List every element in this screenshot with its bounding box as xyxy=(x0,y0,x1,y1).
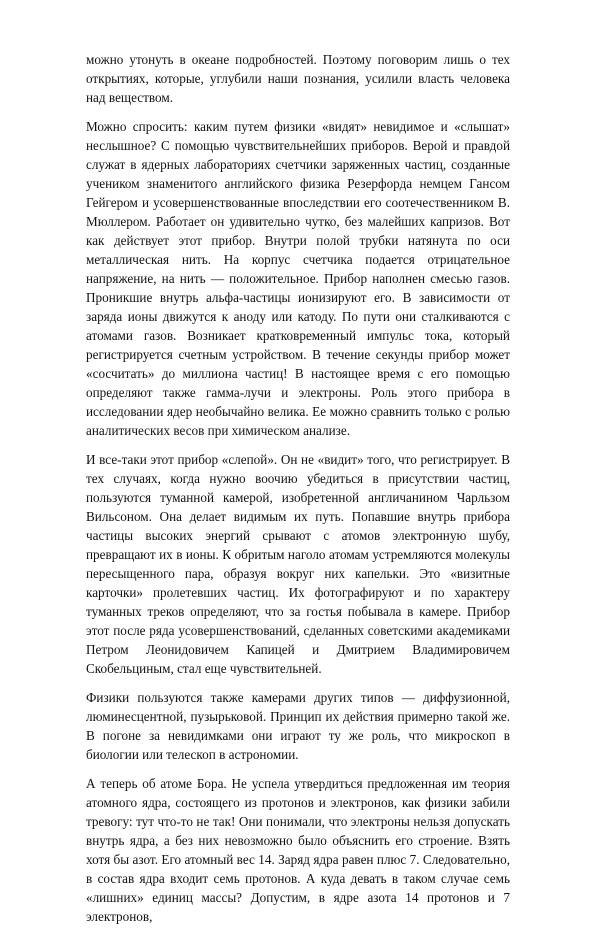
body-text xyxy=(86,50,510,936)
paragraph: Можно спросить: каким путем физики «видят» невидимое и «слышат» неслышное? С помощью чувствительнейших приборов. Верой и правдой служат в ядерных лабораториях счетчики заряженных частиц, созданные учеником знаменитого английского физика Резерфорда немцем Гансом Гейгером и усовершенствованные впоследствии его соотечественником В. Мюллером. Работает он удивительно чутко, без малейших капризов. Вот как действует этот прибор. Внутри полой трубки натянута по оси металлическая нить. На корпус счетчика подается отрицательное напряжение, на нить — положительное. Прибор наполнен смесью газов. Проникшие внутрь альфа-частицы ионизируют его. В зависимости от заряда ионы движутся к аноду или катоду. По пути они сталкиваются с атомами газов. Возникает кратковременный импульс тока, который регистрируется счетным устройством. В течение секунды прибор может «сосчитать» до миллиона частиц! В настоящее время с его помощью определяют также гамма-лучи и электроны. Роль этого прибора в исследовании ядер необычайно велика. Ее можно сравнить только с ролью аналитических весов при химическом анализе. xyxy=(86,119,510,438)
paragraph: И все-таки этот прибор «слепой». Он не «видит» того, что регистрирует. В тех случаях, когда нужно воочию убедиться в присутствии частиц, пользуются туманной камерой, изобретенной англичанином Чарльзом Вильсоном. Она делает видимым их путь. Попавшие внутрь прибора частицы высоких энергий срывают с атомов электронную шубу, превращают их в ионы. К обритым наголо атомам устремляются молекулы пересыщенного пара, образуя вокруг них капельки. Это «визитные карточки» пролетевших частиц. Их фотографируют и по характеру туманных треков определяют, что за гостья побывала в камере. Прибор этот после ряда усовершенствований, сделанных советскими академиками Петром Леонидовичем Капицей и Дмитрием Владимировичем Скобельциным, стал еще чувствительней. xyxy=(86,452,510,676)
paragraph: можно утонуть в океане подробностей. Поэтому поговорим лишь о тех открытиях, которые, углубили наши познания, усилили власть человека над веществом. xyxy=(86,52,510,105)
paragraph: Физики пользуются также камерами других типов — диффузионной, люминесцентной, пузырьковой. Принцип их действия примерно такой же. В погоне за невидимками они играют ту же роль, что микроскоп в биологии или телескоп в астрономии. xyxy=(86,690,510,762)
paragraph: А теперь об атоме Бора. Не успела утвердиться предложенная им теория атомного ядра, состоящего из протонов и электронов, как физики забили тревогу: тут что-то не так! Они понимали, что электроны нельзя допускать внутрь ядра, а без них невозможно было объяснить его строение. Взять хотя бы азот. Его атомный вес 14. Заряд ядра равен плюс 7. Следовательно, в состав ядра входит семь протонов. А куда девать в таком случае семь «лишних» единиц массы? Допустим, в ядре азота 14 протонов и 7 электронов, xyxy=(86,776,510,924)
